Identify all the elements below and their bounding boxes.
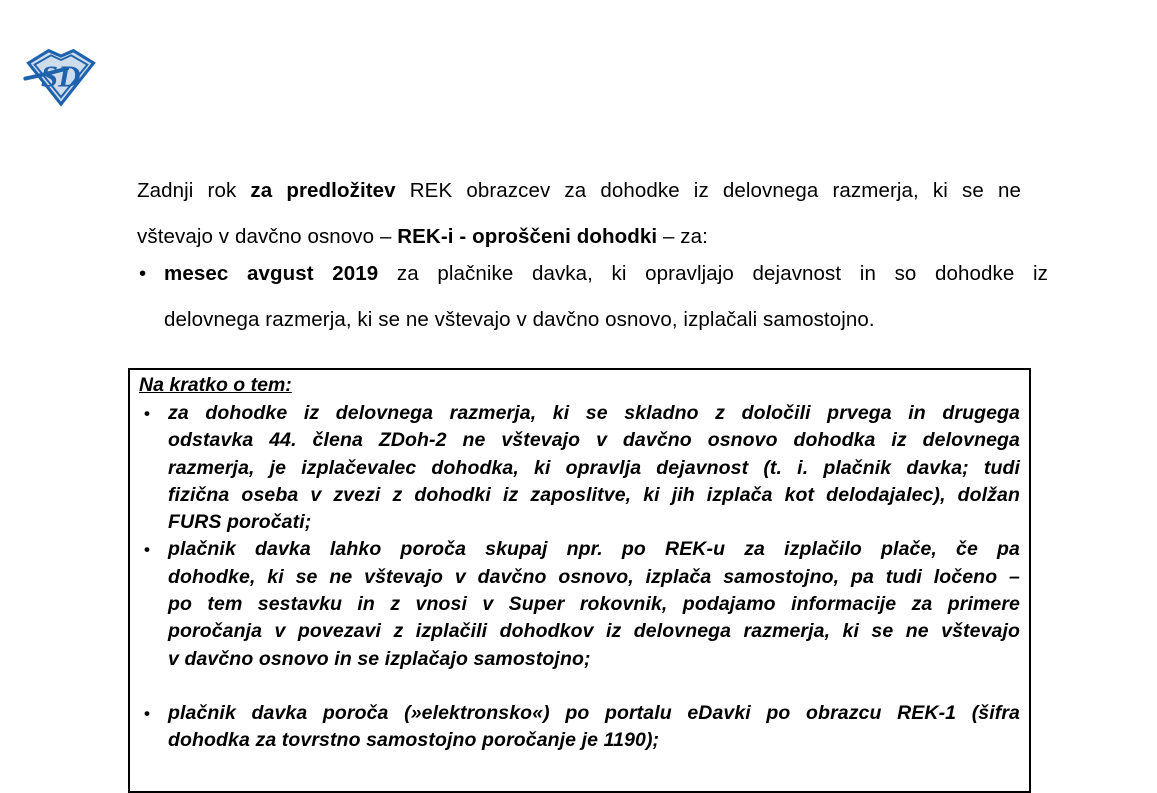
info-box-bullet-item xyxy=(139,400,1020,536)
sd-logo xyxy=(22,46,100,108)
text-line: po tem sestavku in z vnosi v Super rokovnik, podajamo informacije za primere xyxy=(168,593,1020,616)
intro-bullet-lines xyxy=(164,251,1048,342)
text-segment: Zadnji rok xyxy=(137,179,251,202)
text-line: dohodke, ki se ne vštevajo v davčno osnovo, izplača samostojno, pa tudi ločeno – xyxy=(168,565,1020,588)
text-line xyxy=(164,251,1048,297)
info-box-bullets xyxy=(139,400,1020,755)
text-line: za dohodke iz delovnega razmerja, ki se skladno z določili prvega in drugega xyxy=(168,402,1020,424)
text-line: dohodka za tovrstno samostojno poročanje je 1190); xyxy=(168,729,660,752)
bullet-marker: • xyxy=(144,404,150,423)
info-box-heading: Na kratko o tem: xyxy=(139,374,292,396)
text-line: plačnik davka lahko poroča skupaj npr. po REK-u za izplačilo plače, če pa xyxy=(168,538,1020,561)
text-segment: vštevajo v davčno osnovo – xyxy=(137,224,398,248)
bold-text-segment: za predložitev xyxy=(250,179,396,202)
bold-text-segment: REK-i - oproščeni dohodki xyxy=(397,224,658,248)
bold-text-segment: mesec avgust 2019 xyxy=(164,262,379,285)
text-line xyxy=(137,168,1021,214)
text-segment: – za: xyxy=(657,224,708,248)
bullet-marker: • xyxy=(139,262,147,285)
info-box-bullet-item xyxy=(139,536,1020,672)
text-line: plačnik davka poroča (»elektronsko«) po portalu eDavki po obrazcu REK-1 (šifra xyxy=(168,701,1020,724)
text-segment: za plačnike davka, ki opravljajo dejavnost in so dohodke iz xyxy=(378,262,1049,285)
text-segment: REK obrazcev za dohodke iz delovnega razmerja, ki se ne xyxy=(395,179,1021,202)
bullet-marker: • xyxy=(144,703,150,723)
intro-paragraph xyxy=(137,168,1021,259)
text-line: fizična oseba v zvezi z dohodki iz zaposlitve, ki jih izplača kot delodajalec), dolžan xyxy=(168,483,1020,506)
text-line xyxy=(164,297,1048,343)
text-line: poročanja v povezavi z izplačili dohodkov iz delovnega razmerja, ki se ne vštevajo xyxy=(168,620,1020,643)
text-segment: delovnega razmerja, ki se ne vštevajo v davčno osnovo, izplačali samostojno. xyxy=(164,307,875,331)
text-line: FURS poročati; xyxy=(168,511,312,534)
logo-letters: SD xyxy=(40,58,81,94)
bullet-marker: • xyxy=(144,540,150,560)
info-box xyxy=(128,368,1031,793)
info-box-bullet-item xyxy=(139,700,1020,755)
intro-bullet-item xyxy=(137,251,1048,342)
text-line: v davčno osnovo in se izplačajo samostojno; xyxy=(168,647,591,670)
text-line: razmerja, je izplačevalec dohodka, ki opravlja dejavnost (t. i. plačnik davka; tudi xyxy=(168,456,1020,479)
text-line: odstavka 44. člena ZDoh-2 ne vštevajo v davčno osnovo dohodka iz delovnega xyxy=(168,429,1020,452)
